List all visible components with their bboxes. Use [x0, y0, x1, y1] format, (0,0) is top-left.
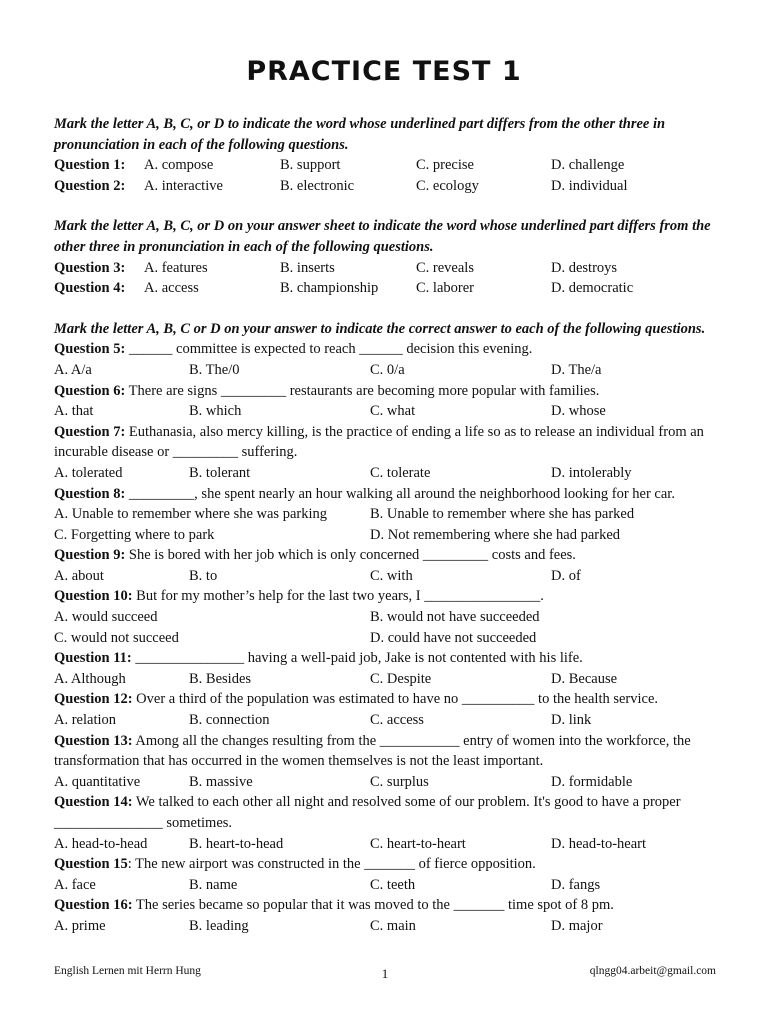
option-d: D. individual: [551, 177, 628, 194]
option-a: A. tolerated: [54, 464, 123, 481]
option-a: A. Unable to remember where she was parking: [54, 506, 327, 523]
page-footer: [54, 965, 716, 981]
question-text: The series became so popular that it was moved to the _______ time spot of 8 pm.: [132, 897, 614, 914]
question-label: Question 2:: [54, 177, 126, 194]
question-label: Question 3:: [54, 259, 126, 276]
option-d: D. of: [551, 567, 581, 584]
section-2-instruction: Mark the letter A, B, C, or D on your answer sheet to indicate the word whose underlined part differs from the other three in pronunciation in each of the following questions.: [54, 218, 711, 255]
question-4: [54, 278, 716, 299]
question-11-stem: [54, 648, 716, 669]
option-d: D. whose: [551, 403, 606, 420]
question-text: Among all the changes resulting from the ___________ entry of women into the workforce, the transformation that has occurred in the women themselves is not the least important.: [54, 732, 691, 770]
question-14-stem: [54, 792, 716, 833]
option-d: D. head-to-heart: [551, 835, 647, 852]
option-a: A. interactive: [144, 177, 223, 194]
footer-author: English Lernen mit Herrn Hung: [54, 965, 201, 977]
question-12-options: [54, 710, 716, 731]
option-d: D. could have not succeeded: [370, 629, 537, 646]
question-label: Question 1:: [54, 157, 126, 174]
option-b: B. name: [189, 876, 238, 893]
question-13-stem: [54, 731, 716, 772]
option-d: D. link: [551, 712, 592, 729]
question-label: Question 15: [54, 856, 128, 873]
option-d: D. major: [551, 917, 603, 934]
question-text: But for my mother’s help for the last two years, I ________________.: [132, 588, 544, 605]
option-a: A. would succeed: [54, 609, 158, 626]
option-a: A. features: [144, 259, 208, 276]
question-6-options: [54, 401, 716, 422]
question-text: _________, she spent nearly an hour walking all around the neighborhood looking for her car.: [125, 485, 675, 502]
option-c: C. teeth: [370, 876, 416, 893]
option-b: B. Besides: [189, 670, 252, 687]
option-b: B. Unable to remember where she has parked: [370, 506, 635, 523]
question-5-options: [54, 360, 716, 381]
option-b: B. electronic: [280, 177, 355, 194]
question-7-stem: [54, 422, 716, 463]
option-c: C. precise: [416, 157, 474, 174]
page-title: PRACTICE TEST 1: [246, 56, 522, 87]
question-16-options: [54, 916, 716, 937]
option-b: B. would not have succeeded: [370, 609, 540, 626]
option-b: B. to: [189, 567, 218, 584]
question-10-stem: [54, 586, 716, 607]
question-label: Question 5:: [54, 341, 126, 358]
option-c: C. laborer: [416, 280, 474, 297]
question-11-options: [54, 669, 716, 690]
option-d: D. destroys: [551, 259, 618, 276]
option-b: B. championship: [280, 280, 379, 297]
test-content: [54, 114, 716, 937]
option-d: D. intolerably: [551, 464, 632, 481]
option-c: C. ecology: [416, 177, 479, 194]
option-c: C. Forgetting where to park: [54, 526, 215, 543]
question-label: Question 10:: [54, 588, 133, 605]
section-1-instruction: Mark the letter A, B, C, or D to indicate the word whose underlined part differs from the other three in pronunciation in each of the following questions.: [54, 116, 666, 153]
question-label: Question 6:: [54, 382, 126, 399]
question-label: Question 16:: [54, 897, 133, 914]
option-a: A. about: [54, 567, 104, 584]
question-12-stem: [54, 689, 716, 710]
option-a: A. head-to-head: [54, 835, 148, 852]
option-c: C. 0/a: [370, 361, 405, 378]
option-c: C. Despite: [370, 670, 432, 687]
question-6-stem: [54, 381, 716, 402]
option-c: C. would not succeed: [54, 629, 179, 646]
question-label: Question 14:: [54, 794, 133, 811]
option-c: C. what: [370, 403, 416, 420]
question-16-stem: [54, 895, 716, 916]
question-5-stem: [54, 339, 716, 360]
question-label: Question 7:: [54, 423, 126, 440]
option-c: C. reveals: [416, 259, 474, 276]
option-c: C. main: [370, 917, 416, 934]
question-14-options: [54, 834, 716, 855]
option-b: B. which: [189, 403, 242, 420]
option-c: C. surplus: [370, 773, 429, 790]
option-b: B. tolerant: [189, 464, 251, 481]
question-15-stem: [54, 854, 716, 875]
option-a: A. A/a: [54, 361, 92, 378]
option-d: D. fangs: [551, 876, 601, 893]
question-label: Question 4:: [54, 280, 126, 297]
question-label: Question 8:: [54, 485, 126, 502]
option-b: B. heart-to-head: [189, 835, 284, 852]
question-13-options: [54, 772, 716, 793]
option-a: A. prime: [54, 917, 106, 934]
question-9-options: [54, 566, 716, 587]
option-d: D. The/a: [551, 361, 602, 378]
option-c: C. with: [370, 567, 413, 584]
option-b: B. massive: [189, 773, 253, 790]
question-text: There are signs _________ restaurants are becoming more popular with families.: [125, 382, 600, 399]
question-8-options-row-2: [54, 525, 716, 546]
option-c: C. tolerate: [370, 464, 431, 481]
question-9-stem: [54, 545, 716, 566]
question-8-stem: [54, 484, 716, 505]
question-label: Question 9:: [54, 547, 126, 564]
question-2: [54, 176, 716, 197]
option-d: D. challenge: [551, 157, 625, 174]
option-a: A. compose: [144, 157, 214, 174]
option-d: D. formidable: [551, 773, 633, 790]
option-c: C. access: [370, 712, 424, 729]
question-text: _______________ having a well-paid job, Jake is not contented with his life.: [131, 650, 583, 667]
question-15-options: [54, 875, 716, 896]
question-1: [54, 155, 716, 176]
question-10-options-row-2: [54, 628, 716, 649]
option-d: D. Because: [551, 670, 618, 687]
option-a: A. relation: [54, 712, 117, 729]
option-a: A. face: [54, 876, 96, 893]
question-label: Question 13:: [54, 732, 133, 749]
page-number: 1: [381, 966, 389, 981]
option-b: B. leading: [189, 917, 249, 934]
option-d: D. Not remembering where she had parked: [370, 526, 621, 543]
question-10-options-row-1: [54, 607, 716, 628]
question-text: We talked to each other all night and resolved some of our problem. It's good to have a proper _______________ sometimes.: [54, 794, 681, 831]
option-d: D. democratic: [551, 280, 634, 297]
option-b: B. support: [280, 157, 341, 174]
question-7-options: [54, 463, 716, 484]
question-text: ______ committee is expected to reach ______ decision this evening.: [125, 341, 533, 358]
option-b: B. inserts: [280, 259, 335, 276]
question-text: She is bored with her job which is only concerned _________ costs and fees.: [125, 547, 576, 564]
option-b: B. connection: [189, 712, 270, 729]
option-a: A. access: [144, 280, 199, 297]
section-3-instruction: Mark the letter A, B, C or D on your answer to indicate the correct answer to each of the following questions.: [54, 320, 706, 337]
question-label: Question 12:: [54, 691, 133, 708]
question-text: Over a third of the population was estimated to have no __________ to the health service.: [132, 691, 659, 708]
option-a: A. that: [54, 403, 94, 420]
option-b: B. The/0: [189, 361, 240, 378]
question-3: [54, 258, 716, 279]
question-text: Euthanasia, also mercy killing, is the practice of ending a life so as to release an individual from an incurable disease or _________ suffering.: [54, 423, 704, 461]
option-a: A. quantitative: [54, 773, 141, 790]
option-a: A. Although: [54, 670, 126, 687]
footer-email: qlngg04.arbeit@gmail.com: [589, 965, 716, 977]
question-label: Question 11:: [54, 650, 132, 667]
question-8-options-row-1: [54, 504, 716, 525]
question-text: : The new airport was constructed in the _______ of fierce opposition.: [127, 856, 536, 873]
option-c: C. heart-to-heart: [370, 835, 466, 852]
